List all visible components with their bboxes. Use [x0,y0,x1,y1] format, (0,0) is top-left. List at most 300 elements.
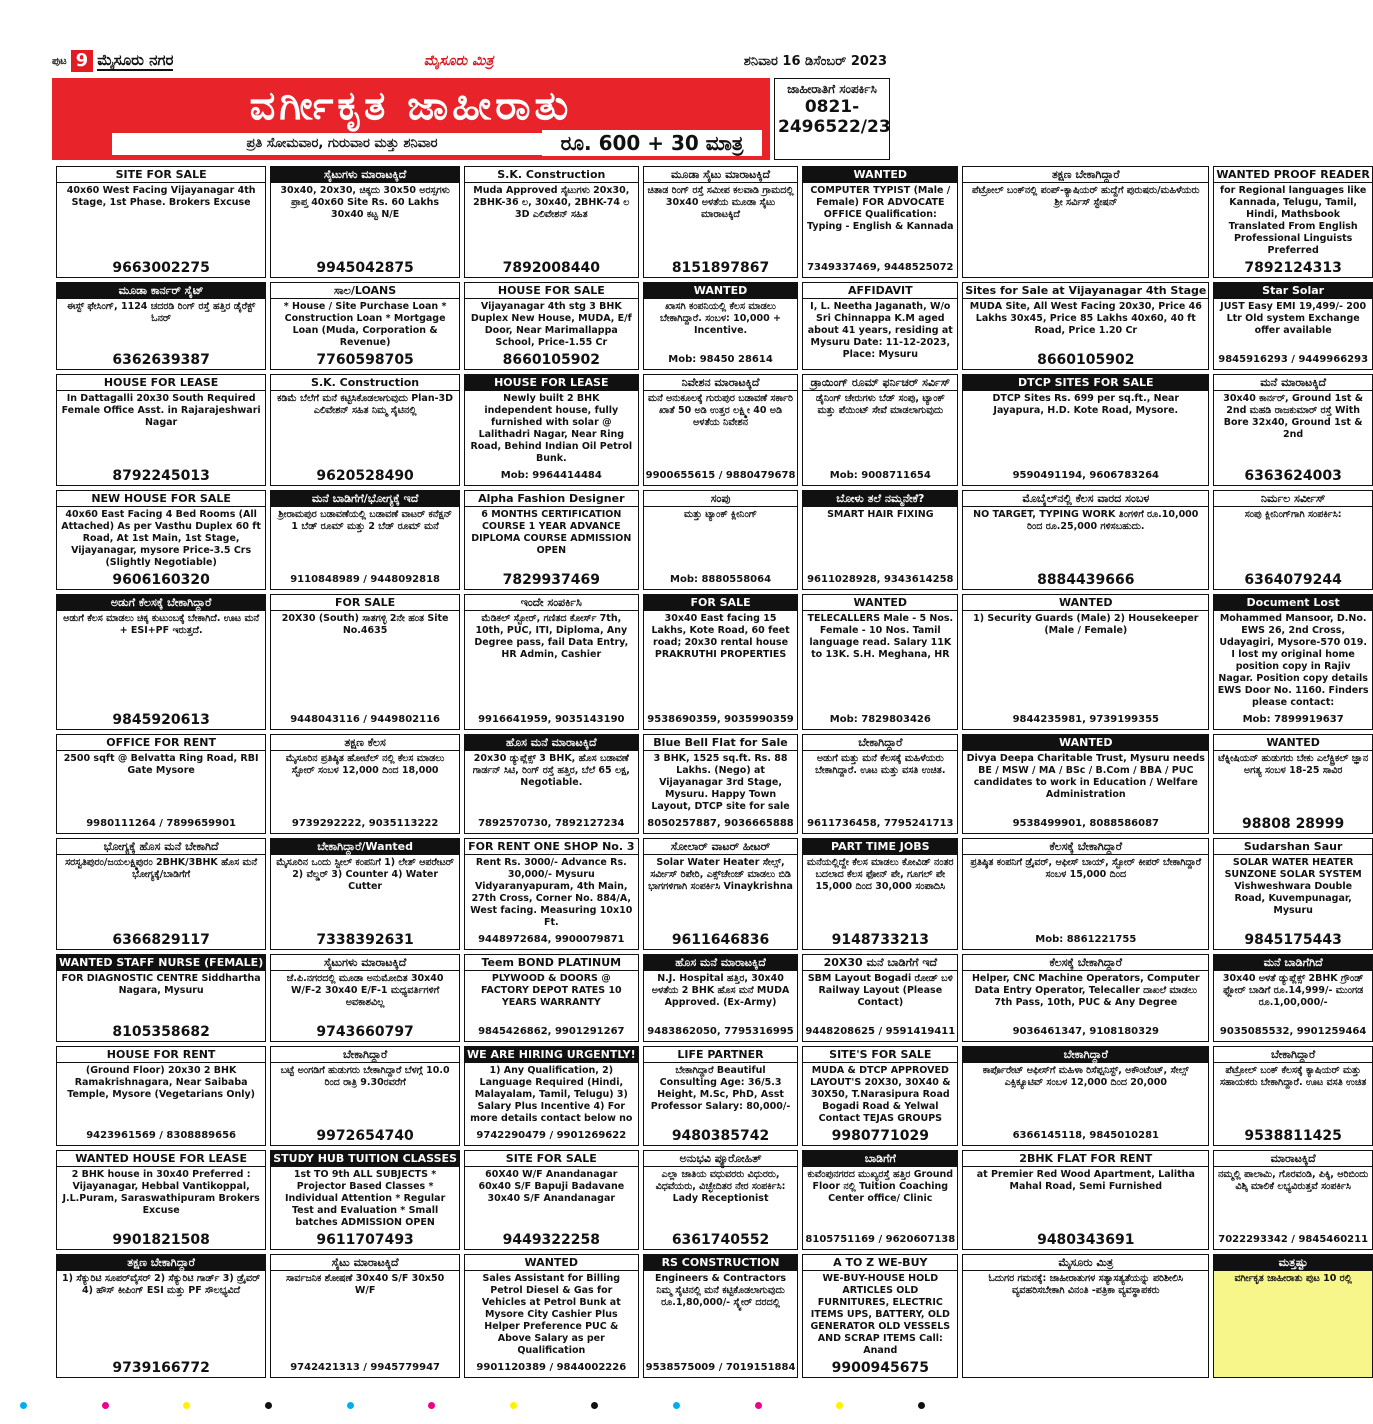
ad-heading: WANTED [803,595,957,611]
ad-heading: ಹೊಸ ಮನೆ ಮಾರಾಟಕ್ಕಿದೆ [644,955,798,971]
ad-body: (Ground Floor) 20x30 2 BHK Ramakrishnagara, Near Saibaba Temple, Mysore (Vegetarians Only) [67,1065,255,1100]
ad-heading: ಬೇಕಾಗಿದ್ದಾರೆ [963,1047,1208,1063]
ad-phone: Mob: 7899919637 [1242,714,1344,725]
classified-ad [802,374,958,486]
ad-phone: 9845426862, 9901291267 [478,1026,625,1037]
ad-phone: 9980771029 [831,1128,930,1144]
classified-ad [56,594,266,730]
ad-body: ಮನೆ ಅನುಕೂಲಕ್ಕೆ ಗುರುಪುರ ಬಡಾವಣೆ ಸರ್ಕಾರಿ ಖಾತೆ 50 ಅಡಿ ಉತ್ತರ ಲಕ್ಷ್ಮೀ 40 ಅಡಿ ಅಳತೆಯ ನಿವೇಶನ [648,393,794,428]
ad-heading: ಬೇಕಾಗಿದ್ದಾರೆ [271,1047,459,1063]
ad-body: 20X30 (South) ಸಾತಗಳ್ಳಿ 2ನೇ ಹಂತ Site No.4635 [281,613,449,636]
classified-ad [270,166,460,278]
classified-ad [643,838,799,950]
ad-heading: ಬೇಕಾಗಿದ್ದಾರೆ/Wanted [271,839,459,855]
ad-heading: ತಕ್ಷಣ ಕೆಲಸ [271,735,459,751]
classified-ad [1213,490,1373,590]
ad-body: ಸರಸ್ವತಿಪುರಂ/ಜಯಲಕ್ಷ್ಮಿಪುರಂ 2BHK/3BHK ಹೊಸ ಮನೆ ಭೋಗ್ಯಕ್ಕೆ/ಬಾಡಿಗೆಗೆ [65,857,258,880]
ad-body: SOLAR WATER HEATER SUNZONE SOLAR SYSTEM Vishweshwara Double Road, Kuvempunagar, Mysuru [1224,857,1362,916]
ad-heading: WE ARE HIRING URGENTLY! [466,1048,636,1061]
ad-phone: 9538811425 [1244,1128,1342,1144]
classified-ad [962,166,1209,278]
ad-heading: ಸಂಪು [644,491,798,507]
ad-body: PLYWOOD & DOORS @ FACTORY DEPOT RATES 10 YEARS WARRANTY [480,973,622,1008]
ad-heading: ಮೊಬೈಲ್‌ನಲ್ಲಿ ಕೆಲಸ ವಾರದ ಸಂಬಳ [963,491,1208,507]
ad-phone: 9448972684, 9900079871 [478,934,625,945]
classified-ad [643,1150,799,1250]
classified-ad [464,1254,639,1378]
ad-heading: WANTED [803,167,957,183]
ad-heading: ಮತ್ತಷ್ಟು [1214,1255,1372,1271]
ad-phone: 8050257887, 9036665888 [647,818,794,829]
ad-phone: 9743660797 [316,1024,414,1040]
contact-title: ಜಾಹೀರಾತಿಗೆ ಸಂಪರ್ಕಿಸಿ [787,82,877,96]
ad-heading: FOR SALE [644,595,798,611]
classified-ad [802,1254,958,1378]
ad-phone: 9845920613 [112,712,210,728]
ad-phone: 8884439666 [1037,572,1135,588]
classified-ad [270,954,460,1042]
classified-ad [643,734,799,834]
classified-ad [802,166,958,278]
ad-body: ಚಿತಾಡ ರಿಂಗ್ ರಸ್ತೆ ಸಮೀಪ ಕಲವಾಡಿ ಗ್ರಾಮದಲ್ಲಿ 30x40 ಅಳತೆಯ ಮೂಡಾ ಸೈಟು ಮಾರಾಟಕ್ಕಿದೆ [647,185,794,220]
ad-phone: 9901120389 / 9844002226 [476,1362,627,1373]
ad-phone: 9739292222, 9035113222 [291,818,439,829]
ad-phone: 9620528490 [316,468,414,484]
ad-heading: ಬೋಳು ತಲೆ ನಮ್ಮನೇಕೆ? [803,491,957,507]
ad-body: FOR DIAGNOSTIC CENTRE Siddhartha Nagara, Mysuru [61,973,261,996]
ad-phone: 8105751169 / 9620607138 [805,1234,956,1245]
ad-heading: HOUSE FOR LEASE [465,375,638,391]
ad-heading: HOUSE FOR LEASE [57,375,265,391]
ad-body: ಪೆಟ್ರೋಲ್ ಬಂಕ್ ಕೆಲಸಕ್ಕೆ ಕ್ಯಾಷಿಯರ್ ಮತ್ತು ಸಹಾಯಕರು ಬೇಕಾಗಿದ್ದಾರೆ. ಊಟ ವಸತಿ ಉಚಿತ [1220,1065,1367,1088]
classified-ad [56,1046,266,1146]
ad-heading: ಹೊಸ ಮನೆ ಮಾರಾಟಕ್ಕಿದೆ [465,735,638,751]
ad-body: ಡೈನಿಂಗ್ ಚೇರುಗಳು ಬೆಡ್ ಸಂಪು, ಟ್ಯಾಂಕ್ ಮತ್ತು ಪೆಯಿಂಟ್ ಸೇವೆ ಮಾಡಲಾಗುವುದು [815,393,945,416]
classified-ad [962,1254,1209,1378]
ad-phone: 6363624003 [1244,468,1342,484]
ad-body: ನಮ್ಮಲ್ಲಿ ಪಾಲಾಮಿ, ಗೊರವಂಡಿ, ಪಿಕ್ಕಿ, ಆರಿಬಿಂದು ವಿಶ್ಕಿ ಮಾಲಿಕೆ ಲಭ್ಯವಿರುತ್ತವೆ ಸಂಪರ್ಕಿಸಿ [1218,1169,1369,1192]
classified-ad [962,838,1209,950]
classified-ad [962,374,1209,486]
ad-phone: 9035085532, 9901259464 [1219,1026,1367,1037]
ad-heading: HOUSE FOR RENT [57,1047,265,1063]
classified-ads-grid [56,166,1370,1378]
ad-heading: WANTED PROOF READER [1216,168,1370,181]
ad-body: 1) Any Qualification, 2) Language Required (Hindi, Malayalam, Tamil, Telugu) 3) Salary Plus Incentive 4) For more details contact below no [470,1065,633,1124]
ad-phone: 9448043116 / 9449802116 [290,714,440,725]
ad-heading: WANTED STAFF NURSE (FEMALE) [59,956,264,969]
ad-phone: 9900655615 / 9880479678 [645,470,796,481]
ad-heading: ಸೈಟುಗಳು ಮಾರಾಟಕ್ಕಿದೆ [271,167,459,183]
ad-body: ಖಾಸಗಿ ಕಂಪನಿಯಲ್ಲಿ ಕೆಲಸ ಮಾಡಲು ಬೇಕಾಗಿದ್ದಾರೆ. ಸಂಬಳ: 10,000 + Incentive. [660,301,782,336]
ad-heading: ಮೂಡಾ ಸೈಟು ಮಾರಾಟಕ್ಕಿದೆ [644,167,798,183]
ad-body: ಜೆ.ಪಿ.ನಗರದಲ್ಲಿ ಮೂಡಾ ಅನುಮೋದಿತ 30x40 W/F-2 30x40 E/F-1 ಮಧ್ಯವರ್ತಿಗಳಿಗೆ ಅವಕಾಶವಿಲ್ಲ [286,973,444,1008]
classified-ad [56,374,266,486]
ad-heading: SITE FOR SALE [465,1151,638,1167]
ad-phone: 9423961569 / 8308889656 [86,1130,236,1141]
ad-heading: AFFIDAVIT [803,283,957,299]
ad-body: ಬೇಕಾಗಿದ್ದಾರೆ Beautiful Consulting Age: 36/5.3 Height, M.Sc, PhD, Asst Professor Salary: 80,000/- [650,1065,791,1112]
ad-body: ಮೈಸೂರಿನ ಪ್ರತಿಷ್ಠಿತ ಹೋಟೆಲ್ ನಲ್ಲಿ ಕೆಲಸ ಮಾಡಲು ಸ್ಟೋರ್ ಸಂಬಳ 12,000 ದಿಂದ 18,000 [285,753,445,776]
ad-heading: ಮಾರಾಟಕ್ಕಿದೆ [1214,1151,1372,1167]
ad-heading: HOUSE FOR SALE [465,283,638,299]
classified-ad [802,838,958,950]
classified-ad [962,734,1209,834]
ad-phone: 9590491194, 9606783264 [1012,470,1160,481]
ad-heading: ಸೋಲಾರ್ ವಾಟರ್ ಹೀಟರ್ [644,839,798,855]
ad-heading: Sites for Sale at Vijayanagar 4th Stage [965,284,1207,297]
classified-ad [962,1046,1209,1146]
classified-ad [1213,1254,1373,1378]
ad-heading: S.K. Construction [465,167,638,183]
classified-ad [56,734,266,834]
classified-ad [1213,734,1373,834]
ad-heading: ಬೇಕಾಗಿದ್ದಾರೆ [1214,1047,1372,1063]
ad-phone: 6362639387 [112,352,210,368]
ad-heading: DTCP SITES FOR SALE [963,375,1208,391]
classified-ad [270,374,460,486]
ad-heading: WANTED [644,283,798,299]
ad-phone: 9480343691 [1037,1232,1135,1248]
ad-heading: ಮನೆ ಬಾಡಿಗೆಗಿದೆ [1214,955,1372,971]
classified-ad [464,282,639,370]
ad-phone: 9611736458, 7795241713 [807,818,954,829]
classified-ad [643,1046,799,1146]
classified-ad [464,838,639,950]
ad-phone: 9538575009 / 7019151884 [645,1362,796,1373]
ad-phone: 9916641959, 9035143190 [478,714,625,725]
classified-ad [464,490,639,590]
ad-body: ಸಂಪು ಕ್ಲೀನಿಂಗ್‌ಗಾಗಿ ಸಂಪರ್ಕಿಸಿ: [1244,509,1342,520]
classified-ad [643,490,799,590]
ad-body: * House / Site Purchase Loan * Construction Loan * Mortgage Loan (Muda, Corporation & Revenue) [283,301,447,348]
ad-body: Helper, CNC Machine Operators, Computer Data Entry Operator, Telecaller ದಾಖಲೆ ಮಾಡಲು 7th Pass, 10th, PUC & Any Degree [971,973,1200,1008]
ad-body: 40x60 West Facing Vijayanagar 4th Stage, 1st Phase. Brokers Excuse [66,185,256,208]
classified-ad [802,282,958,370]
ad-phone: 9844235981, 9739199355 [1012,714,1160,725]
ad-heading: ಸೈಟು ಮಾರಾಟಕ್ಕಿದೆ [271,1255,459,1271]
ad-heading: FOR SALE [271,595,459,611]
ad-phone: 8151897867 [671,260,770,276]
classified-ad [464,1150,639,1250]
classified-ad [643,374,799,486]
ad-heading: OFFICE FOR RENT [57,735,265,751]
classifieds-banner [52,78,770,160]
ad-body: COMPUTER TYPIST (Male / Female) FOR ADVOCATE OFFICE Qualification: Typing - English & Kannada [807,185,954,232]
classified-ad [1213,374,1373,486]
ad-body: Mohammed Mansoor, D.No. EWS 26, 2nd Cross, Udayagiri, Mysore-570 019. I lost my original home position copy in Rajiv Nagar. Position copy details EWS Door No. 1160. Finders please contact: [1217,613,1369,708]
ad-phone: 9611028928, 9343614258 [807,574,954,585]
ad-heading: ಅಡುಗೆ ಕೆಲಸಕ್ಕೆ ಬೇಕಾಗಿದ್ದಾರೆ [57,595,265,611]
classified-ad [56,838,266,950]
ad-heading: WANTED [465,1255,638,1271]
ad-heading: FOR RENT ONE SHOP No. 3 [465,839,638,855]
ad-phone: 98808 28999 [1241,816,1345,832]
ad-body: ಪೆಟ್ರೋಲ್ ಬಂಕ್‌ನಲ್ಲಿ ಪಂಪ್-ಕ್ಯಾಷಿಯರ್ ಹುದ್ದೆಗೆ ಪುರುಷರು/ಮಹಿಳೆಯರು ಶ್ರೀ ಸರ್ವಿಸ್ ಸ್ಟೇಷನ್ [972,185,1200,208]
ad-body: ಮೈಸೂರಿನ ಒಂದು ಸ್ಟೀಲ್ ಕಂಪನಿಗೆ 1) ಲೇತ್ ಆಪರೇಟರ್ 2) ವೆಲ್ಡರ್ 3) Counter 4) Water Cutter [276,857,454,892]
ad-phone: 9449322258 [502,1232,601,1248]
banner-title: ವರ್ಗೀಕೃತ ಜಾಹೀರಾತು [249,82,573,129]
ad-phone: 9901821508 [112,1232,210,1248]
ad-heading: ಬಾಡಿಗೆಗೆ [803,1151,957,1167]
ad-phone: 8105358682 [112,1024,210,1040]
classified-ad [270,734,460,834]
ad-phone: 7338392631 [316,932,414,948]
ad-heading: Document Lost [1214,595,1372,611]
contact-phone: 0821-2496522/23 [778,97,891,137]
ad-phone: 9480385742 [671,1128,770,1144]
classified-ad [270,1150,460,1250]
ad-phone: 7892570730, 7892127234 [478,818,625,829]
classified-ad [802,954,958,1042]
classified-ad [56,954,266,1042]
ad-phone: 9742421313 / 9945779947 [290,1362,440,1373]
ad-body: JUST Easy EMI 19,499/- 200 Ltr Old system Exchange offer available [1220,301,1367,336]
ad-heading: ಮೈಸೂರು ಮಿತ್ರ [963,1255,1208,1271]
ad-phone: 9611707493 [316,1232,414,1248]
ad-phone: 7892124313 [1244,260,1342,276]
banner-subtitle: ಪ್ರತಿ ಸೋಮವಾರ, ಗುರುವಾರ ಮತ್ತು ಶನಿವಾರ [112,133,572,155]
ad-heading: WANTED [1214,735,1372,751]
ad-body: 30x40, 20x30, ಚಿಕ್ಕದು 30x50 ಅರಸ್ಸಗಳು ಪ್ರಾಪ್ತ 40x60 Site Rs. 60 Lakhs 30x40 ಕಟ್ಟ N/E [280,185,450,220]
ad-phone: Mob: 8880558064 [670,574,772,585]
classified-ad [962,282,1209,370]
ad-phone: 9448208625 / 9591419411 [805,1026,956,1037]
classified-ad [464,594,639,730]
classified-ad [1213,1046,1373,1146]
ad-body: ಕುವೆಂಪುನಗರದ ಮುಖ್ಯರಸ್ತೆ ಹತ್ತಿರ Ground Floor ನಲ್ಲಿ Tuition Coaching Center office/ Clinic [807,1169,954,1204]
classified-ad [643,282,799,370]
ad-heading: SITE'S FOR SALE [803,1047,957,1063]
ad-phone: Mob: 8861221755 [1035,934,1137,945]
ad-heading: ಕೆಲಸಕ್ಕೆ ಬೇಕಾಗಿದ್ದಾರೆ [963,955,1208,971]
ad-body: 1) ಸೆಕ್ಯುರಿಟಿ ಸೂಪರ್‌ವೈಸರ್ 2) ಸೆಕ್ಯುರಿಟಿ ಗಾರ್ಡ್ 3) ಡ್ರೈವರ್ 4) ಹೌಸ್ ಕೀಪಿಂಗ್ ESI ಮತ್ತು PF ಸೌಲಭ್ಯವಿದೆ [62,1273,261,1296]
ad-phone: 7022293342 / 9845460211 [1218,1234,1369,1245]
ad-heading: ತಕ್ಷಣ ಬೇಕಾಗಿದ್ದಾರೆ [57,1255,265,1271]
classified-ad [962,490,1209,590]
ad-body: ಮನೆಯಲ್ಲಿದ್ದೇ ಕೆಲಸ ಮಾಡಲು ಕೋವಿಡ್ ನಂತರ ಬದಲಾದ ಕೆಲಸ ಫೋನ್ ಪೇ, ಗೂಗಲ್ ಪೇ 15,000 ದಿಂದ 30,000 ಸಂಪಾದಿಸಿ [807,857,954,892]
ad-heading: A TO Z WE-BUY [803,1255,957,1271]
ad-body: 6 MONTHS CERTIFICATION COURSE 1 YEAR ADVANCE DIPLOMA COURSE ADMISSION OPEN [471,509,632,556]
ad-phone: 9900945675 [831,1360,930,1376]
ad-body: ಸಾರ್ವಜನಿಕ ಶೋಷಣೆ 30x40 S/F 30x50 W/F [285,1273,445,1296]
ad-heading: Alpha Fashion Designer [465,491,638,507]
ad-body: Muda Approved ಸೈಟುಗಳು 20x30, 2BHK-36 ಲ, 30x40, 2BHK-74 ಲ 3D ಎಲಿವೇಶನ್ ಸಹಿತ [473,185,630,220]
classified-ad [1213,594,1373,730]
classified-ad [802,490,958,590]
ad-phone: 9980111264 / 7899659901 [86,818,236,829]
ad-phone: 9845175443 [1244,932,1342,948]
ad-heading: ಮನೆ ಬಾಡಿಗೆಗೆ/ಭೋಗ್ಯಕ್ಕೆ ಇದೆ [271,491,459,507]
ad-heading: Sudarshan Saur [1214,839,1372,855]
ad-body: N.J. Hospital ಹತ್ತಿರ, 30x40 ಅಳತೆಯ 2 BHK ಹೊಸ ಮನೆ MUDA Approved. (Ex-Army) [651,973,790,1008]
classified-ad [802,734,958,834]
page-header [52,50,887,72]
ad-phone: 9148733213 [831,932,930,948]
classified-ad [464,1046,639,1146]
ad-phone: 9972654740 [316,1128,414,1144]
ad-phone: 9538690359, 9035990359 [647,714,794,725]
ad-heading: LIFE PARTNER [644,1047,798,1063]
ad-heading: ನಿವೇಶನ ಮಾರಾಟಕ್ಕಿದೆ [644,375,798,391]
ad-body: Divya Deepa Charitable Trust, Mysuru needs BE / MSW / MA / BSc / B.Com / BBA / PUC candidates to work in Education / Welfare Administration [966,753,1205,800]
classified-ad [1213,1150,1373,1250]
classified-ad [270,594,460,730]
classified-ad [962,954,1209,1042]
page-label: ಪುಟ [52,55,67,67]
classified-ad [1213,282,1373,370]
ad-heading: S.K. Construction [271,375,459,391]
ad-contact-box [774,78,890,160]
ad-heading: Blue Bell Flat for Sale [644,735,798,751]
print-registration-marks [20,1402,925,1410]
ad-phone: 9538499901, 8088586087 [1012,818,1160,829]
ad-body: SMART HAIR FIXING [827,509,934,520]
ad-body: 30x40 East facing 15 Lakhs, Kote Road, 60 feet road; 20x30 rental house PRAKRUTHI PROPERTIES [651,613,790,660]
classified-ad [1213,166,1373,278]
ad-phone: 9945042875 [316,260,414,276]
ad-body: ಎಲ್ಲಾ ಜಾತಿಯ ವಧುವರರು ವಿಧುರರು, ವಿಧವೆಯರು, ವಿಚ್ಛೇದಿತರ ನೇರ ಸಂಪರ್ಕಿಸಿ: Lady Receptionist [655,1169,786,1204]
classified-ad [643,954,799,1042]
classified-ad [464,954,639,1042]
ad-phone: Mob: 98450 28614 [668,354,773,365]
ad-body: 2 BHK house in 30x40 Preferred : Vijayanagar, Hebbal Vantikoppal, J.L.Puram, Saraswathipuram Brokers Excuse [62,1169,260,1216]
ad-body: 60X40 W/F Anandanagar 60x40 S/F Bapuji Badavane 30x40 S/F Anandanagar [478,1169,625,1204]
ad-heading: ಡ್ರಾಯಿಂಗ್ ರೂಮ್ ಫರ್ನಿಚರ್ ಸರ್ವಿಸ್ [803,375,957,391]
classified-ad [270,1046,460,1146]
classified-ad [56,166,266,278]
ad-heading: WANTED [963,595,1208,611]
ad-phone: 6366145118, 9845010281 [1012,1130,1160,1141]
ad-body: WE-BUY-HOUSE HOLD ARTICLES OLD FURNITURES, ELECTRIC ITEMS UPS, BATTERY, OLD GENERATOR OLD VESSELS AND SCRAP ITEMS Call: Anand [810,1273,951,1356]
ad-heading: ಭೋಗ್ಯಕ್ಕೆ ಹೊಸ ಮನೆ ಬೇಕಾಗಿದೆ [57,839,265,855]
ad-heading: RS CONSTRUCTION [644,1255,798,1271]
classified-ad [464,166,639,278]
classified-ad [56,490,266,590]
ad-body: In Dattagalli 20x30 South Required Female Office Asst. in Rajarajeshwari Nagar [61,393,261,428]
ad-phone: 8792245013 [112,468,210,484]
ad-body: Engineers & Contractors ನಿಮ್ಮ ಸೈಟಿನಲ್ಲಿ ಮನೆ ಕಟ್ಟಿಕೊಡಲಾಗುವುದು ರೂ.1,80,000/- ಸ್ಕ್ವೇರ್ ದರದಲ್ಲಿ [654,1273,787,1308]
classified-ad [464,374,639,486]
ad-body: ಕಡಿಮೆ ಬೆಲೆಗೆ ಮನೆ ಕಟ್ಟಿಸಿಕೊಡಲಾಗುವುದು Plan-3D ಎಲಿವೇಶನ್ ಸಹಿತ ನಿಮ್ಮ ಸೈಟಿನಲ್ಲಿ [277,393,454,416]
ad-heading: ಸೈಟುಗಳು ಮಾರಾಟಕ್ಕಿದೆ [271,955,459,971]
classified-ad [962,1150,1209,1250]
ad-body: ಓದುಗರ ಗಮನಕ್ಕೆ: ಜಾಹೀರಾತುಗಳ ಸತ್ಯಾಸತ್ಯತೆಯನ್ನು ಪರಿಶೀಲಿಸಿ ವ್ಯವಹರಿಸಬೇಕಾಗಿ ವಿನಂತಿ -ಪತ್ರಿಕಾ ವ್ಯವಸ್ಥಾಪಕರು [988,1273,1184,1296]
ad-body: 3 BHK, 1525 sq.ft. Rs. 88 Lakhs. (Nego) at Vijayanagar 3rd Stage, Mysuru. Happy Town Layout, DTCP site for sale [651,753,790,812]
ad-body: ಕಾರ್ಪೊರೇಟ್ ಆಫೀಸ್‌ಗೆ ಮಹಿಳಾ ರಿಸೆಪ್ಷನಿಸ್ಟ್, ಅಕೌಂಟೆಂಟ್, ಸೇಲ್ಸ್ ಎಕ್ಸಿಕ್ಯೂಟಿವ್ ಸಂಬಳ 12,000 ದಿಂದ 20,000 [982,1065,1189,1088]
ad-heading: ಮನೆ ಮಾರಾಟಕ್ಕಿದೆ [1214,375,1372,391]
ad-heading: ನಿರ್ಮಲ ಸರ್ವೀಸ್ [1214,491,1372,507]
classified-ad [643,594,799,730]
classified-ad [1213,838,1373,950]
ad-phone: 9036461347, 9108180329 [1012,1026,1160,1037]
classified-ad [270,1254,460,1378]
ad-phone: Mob: 7829803426 [829,714,931,725]
classified-ad [802,594,958,730]
ad-heading: WANTED HOUSE FOR LEASE [57,1151,265,1167]
ad-body: NO TARGET, TYPING WORK ತಿಂಗಳಿಗೆ ರೂ.10,000 ರಿಂದ ರೂ.25,000 ಗಳಿಸಬಹುದು. [973,509,1199,532]
ad-phone: 6364079244 [1244,572,1342,588]
ad-body: 20x30 ಡ್ಯುಪ್ಲೆಕ್ಸ್ 3 BHK, ಹೊಸ ಬಡಾವಣೆ ಗಾರ್ಡನ್ ಸಿಟಿ, ರಿಂಗ್ ರಸ್ತೆ ಹತ್ತಿರ, ಬೆಲೆ 65 ಲಕ್ಷ, Negotiable. [472,753,630,788]
ad-heading: STUDY HUB TUITION CLASSES [273,1152,457,1165]
ad-body: MUDA & DTCP APPROVED LAYOUT'S 20X30, 30X40 & 30X50, T.Narasipura Road Bogadi Road & Yelwal Contact TEJAS GROUPS [810,1065,951,1124]
ad-body: Sales Assistant for Billing Petrol Diesel & Gas for Vehicles at Petrol Bunk at Mysore City Cashier Plus Helper Preference PUC & Above Salary as per Qualification [481,1273,621,1356]
classified-ad [56,1150,266,1250]
ad-body: 40x60 East Facing 4 Bed Rooms (All Attached) As per Vasthu Duplex 60 ft Road, At 1st Main, 1st Stage, Vijayanagar, mysore Price-3.5 Crs (Slightly Negotiable) [61,509,261,568]
classified-ad [802,1150,958,1250]
ad-heading: WANTED [963,735,1208,751]
ad-body: ಬಟ್ಟೆ ಅಂಗಡಿಗೆ ಹುಡುಗರು ಬೇಕಾಗಿದ್ದಾರೆ ಬೆಳಗ್ಗೆ 10.0 ರಿಂದ ರಾತ್ರಿ 9.30ರವರೆಗೆ [280,1065,450,1088]
ad-heading: Teem BOND PLATINUM [465,955,638,971]
ad-body: 1st TO 9th ALL SUBJECTS * Projector Based Classes * Individual Attention * Regular Test and Evaluation * Small batches ADMISSION OPEN [284,1169,446,1228]
ad-body: DTCP Sites Rs. 699 per sq.ft., Near Jayapura, H.D. Kote Road, Mysore. [992,393,1180,416]
ad-body: ಟೆಕ್ನೀಷಿಯನ್ ಹುಡುಗರು ಬೇಕು ಎಲೆಕ್ಟ್ರಿಕಲ್ ಜ್ಞಾನ ಅಗತ್ಯ ಸಂಬಳ 18-25 ಸಾವಿರ [1218,753,1369,776]
issue-date: ಶನಿವಾರ 16 ಡಿಸೆಂಬರ್ 2023 [743,53,887,69]
ad-heading: ಮೂಡಾ ಕಾರ್ನರ್ ಸೈಟ್ [57,283,265,299]
ad-phone: 9739166772 [112,1360,210,1376]
ad-phone: 6361740552 [671,1232,770,1248]
ad-heading: PART TIME JOBS [803,839,957,855]
ad-heading: Star Solar [1214,283,1372,299]
ad-phone: 9606160320 [112,572,210,588]
ad-phone: 9742290479 / 9901269622 [476,1130,627,1141]
ad-phone: 9663002275 [112,260,210,276]
ad-heading: ಅನುಭವಿ ಪ್ಯೂರೋಹಿತ್ [644,1151,798,1167]
ad-phone: 9845916293 / 9449966293 [1218,354,1369,365]
page-tag [52,50,173,72]
ad-phone: 7892008440 [502,260,601,276]
ad-body: at Premier Red Wood Apartment, Lalitha Mahal Road, Semi Furnished [976,1169,1195,1192]
ad-body: ವರ್ಗೀಕೃತ ಜಾಹೀರಾತು ಪುಟ 10 ರಲ್ಲಿ [1234,1273,1352,1284]
ad-body: 30x40 ಕಾರ್ನರ್, Ground 1st & 2nd ಮಹಡಿ ರಾಜಕುಮಾರ್ ರಸ್ತೆ With Bore 32x40, Ground 1st & 2nd [1223,393,1364,440]
classified-ad [270,282,460,370]
ad-heading: ಕೆಲಸಕ್ಕೆ ಬೇಕಾಗಿದ್ದಾರೆ [963,839,1208,855]
classified-ad [270,490,460,590]
ad-body: Vijayanagar 4th stg 3 BHK Duplex New House, MUDA, E/f Door, Near Marimallappa School, Price-1.55 Cr [470,301,632,348]
classified-ad [643,1254,799,1378]
ad-body: SBM Layout Bogadi ರೋಡ್ ಬಳಿ Railway Layout (Please Contact) [807,973,953,1008]
ad-phone: 7760598705 [316,352,414,368]
classified-ad [464,734,639,834]
ad-phone: Mob: 9008711654 [829,470,931,481]
ad-phone: 7829937469 [502,572,601,588]
ad-phone: 9110848989 / 9448092818 [290,574,440,585]
classified-ad [270,838,460,950]
page-number: 9 [71,50,94,72]
ad-heading: ಬೇಕಾಗಿದ್ದಾರೆ [803,735,957,751]
classified-ad [643,166,799,278]
ad-body: I, L. Neetha Jaganath, W/o Sri Chinnappa K.M aged about 41 years, residing at Mysuru Date: 11-12-2023, Place: Mysuru [807,301,953,360]
ad-heading: ಇಂದೇ ಸಂಪರ್ಕಿಸಿ [465,595,638,611]
classified-ad [56,1254,266,1378]
ad-body: 1) Security Guards (Male) 2) Housekeeper (Male / Female) [973,613,1199,636]
ad-body: TELECALLERS Male - 5 Nos. Female - 10 Nos. Tamil language read. Salary 11K to 13K. S.H. Meghana, HR [807,613,954,660]
ad-phone: 9611646836 [671,932,770,948]
ad-body: MUDA Site, All West Facing 20x30, Price 46 Lakhs 30x45, Price 85 Lakhs 40x60, 40 ft Road, Price 1.20 Cr [969,301,1202,336]
ad-heading: SITE FOR SALE [57,167,265,183]
edition-name: ಮೈಸೂರು ನಗರ [97,51,174,69]
ad-body: ಅಡುಗೆ ಮತ್ತು ಮನೆ ಕೆಲಸಕ್ಕೆ ಮಹಿಳೆಯರು ಬೇಕಾಗಿದ್ದಾರೆ. ಊಟ ಮತ್ತು ವಸತಿ ಉಚಿತ. [815,753,946,776]
ad-body: Rent Rs. 3000/- Advance Rs. 30,000/- Mysuru Vidyaranyapuram, 4th Main, 27th Cross, Corner No. 884/A, West facing. Measuring 10x10 Ft. [470,857,633,928]
ad-phone: 7349337469, 9448525072 [807,262,954,273]
ad-phone: 8660105902 [502,352,601,368]
ad-body: ಮೆಡಿಕಲ್ ಸ್ಟೋರ್, ಗಣಿತದ ಕೋರ್ಸ್ 7th, 10th, PUC, ITI, Diploma, Any Degree pass, fail Data Entry, HR Admin, Cashier [474,613,629,660]
ad-phone: 6366829117 [112,932,210,948]
ad-heading: ಸಾಲ/LOANS [271,283,459,299]
classified-ad [1213,954,1373,1042]
ad-body: Newly built 2 BHK independent house, fully furnished with solar @ Lalithadri Nagar, Near Ring Road, Behind Indian Oil Petrol Bunk. [470,393,633,464]
ad-heading: 20X30 ಮನೆ ಬಾಡಿಗೆಗೆ ಇದೆ [803,955,957,971]
